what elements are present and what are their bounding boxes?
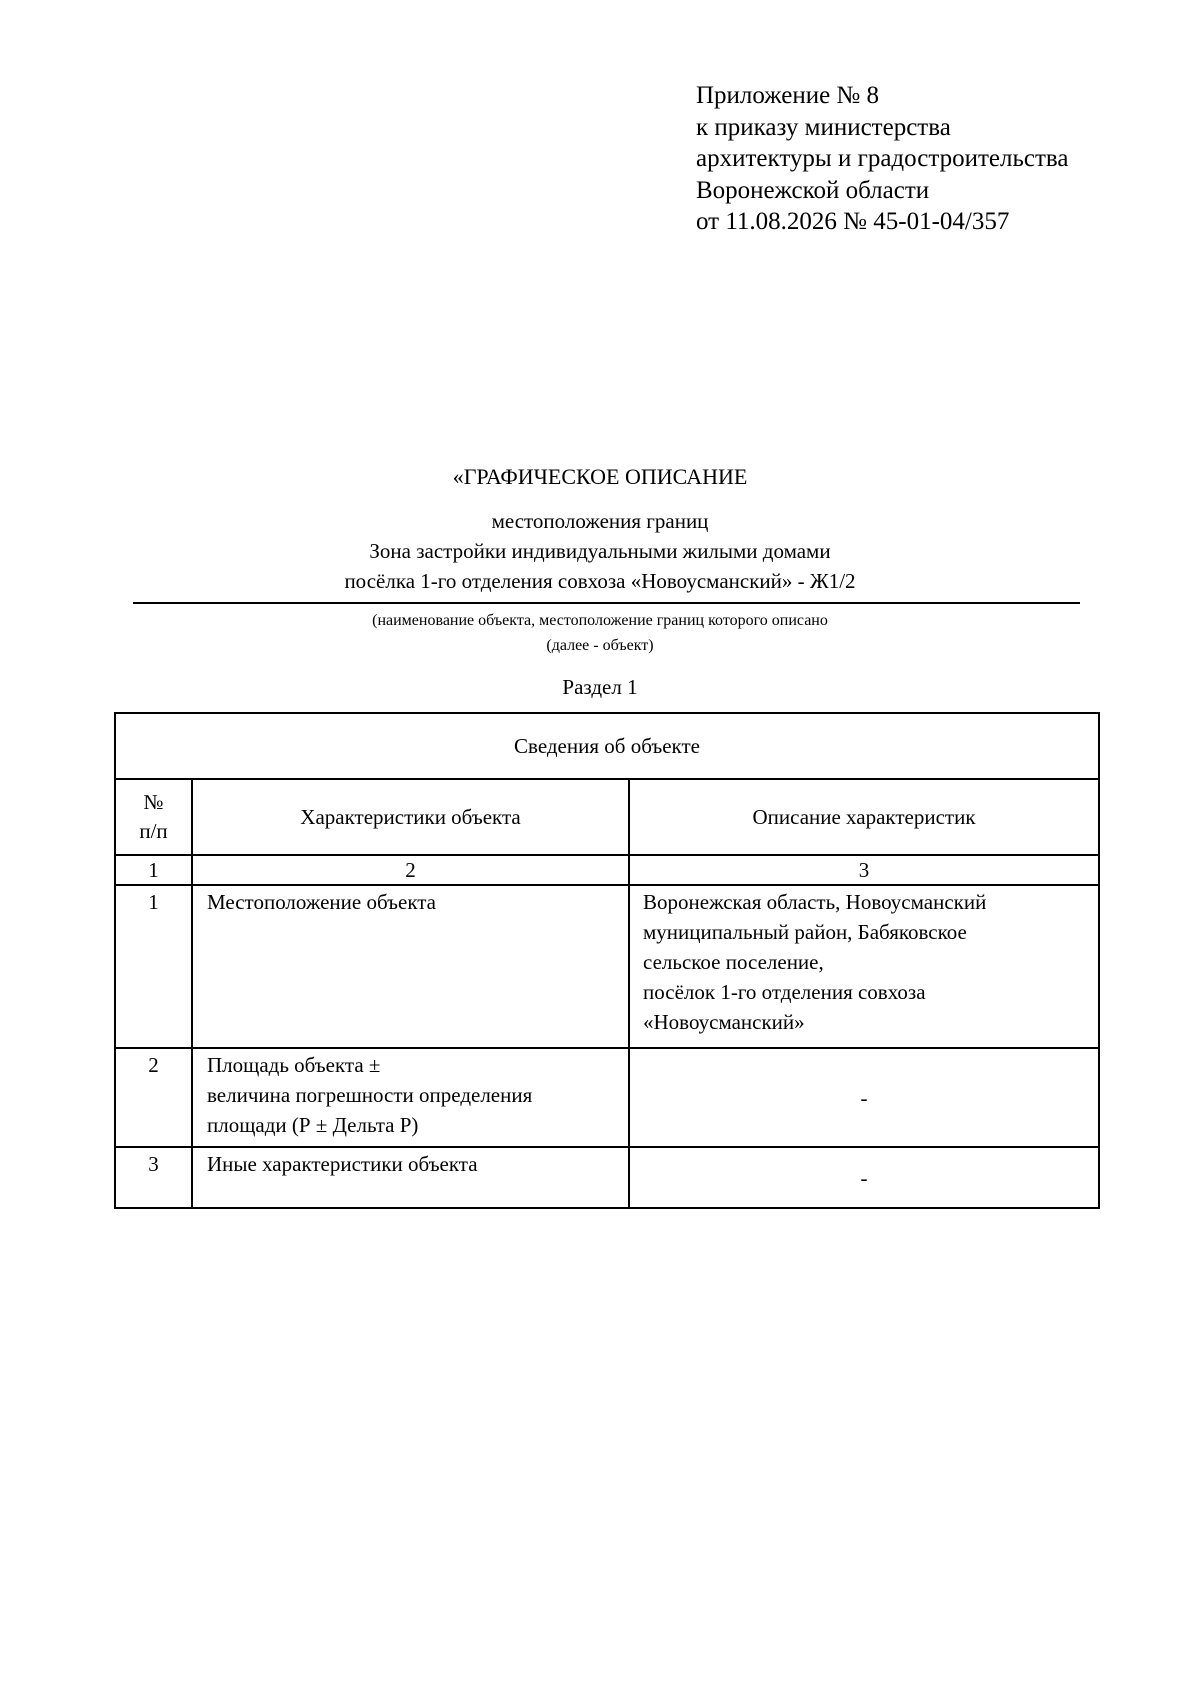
characteristic-line: величина погрешности определения: [207, 1083, 533, 1107]
column-index: 1: [115, 855, 192, 885]
appendix-line: от 11.08.2026 № 45-01-04/357: [696, 208, 1010, 235]
description-line: сельское поселение,: [643, 950, 824, 974]
object-info-table: [114, 712, 1100, 1209]
caption-line: (наименование объекта, местоположение границ которого описано: [372, 612, 828, 629]
header-description: Описание характеристик: [629, 779, 1099, 855]
header-number-line: п/п: [139, 819, 168, 843]
row-characteristic: [192, 1048, 629, 1147]
column-index: 3: [629, 855, 1099, 885]
row-number: 1: [115, 885, 192, 1048]
column-index-row: [115, 855, 1099, 885]
table-caption-row: [115, 713, 1099, 779]
characteristic-line: площади (Р ± Дельта Р): [207, 1113, 419, 1137]
subtitle-line: посёлка 1-го отделения совхоза «Новоусманский» - Ж1/2: [344, 569, 856, 593]
row-description: [629, 885, 1099, 1048]
header-number-line: №: [143, 790, 164, 814]
appendix-header: [696, 80, 1068, 238]
header-characteristics: Характеристики объекта: [192, 779, 629, 855]
table-row: [115, 1048, 1099, 1147]
appendix-line: Воронежской области: [696, 176, 930, 204]
column-index: 2: [192, 855, 629, 885]
appendix-line: архитектуры и градостроительства: [696, 145, 1069, 172]
subtitle-line: местоположения границ: [491, 509, 709, 533]
row-description: -: [629, 1048, 1099, 1147]
table-caption: Сведения об объекте: [115, 713, 1099, 779]
section-label: Раздел 1: [562, 675, 638, 699]
description-line: Воронежская область, Новоусманский: [643, 890, 987, 914]
title-underline: [133, 602, 1080, 604]
subtitle-line: Зона застройки индивидуальными жилыми домами: [369, 539, 831, 563]
appendix-line: к приказу министерства: [696, 113, 951, 141]
characteristic-line: Местоположение объекта: [207, 890, 437, 914]
appendix-line: Приложение № 8: [696, 82, 880, 109]
document-title: «ГРАФИЧЕСКОЕ ОПИСАНИЕ: [452, 464, 748, 489]
row-number: 3: [115, 1147, 192, 1208]
characteristic-line: Иные характеристики объекта: [207, 1152, 478, 1176]
row-characteristic: [192, 1147, 629, 1208]
description-line: «Новоусманский»: [643, 1010, 805, 1034]
object-title-block: [0, 506, 1200, 596]
table-row: [115, 885, 1099, 1048]
table-row: [115, 1147, 1099, 1208]
row-characteristic: [192, 885, 629, 1048]
row-number: 2: [115, 1048, 192, 1147]
caption-line: (далее - объект): [546, 637, 654, 654]
header-number: [115, 779, 192, 855]
description-line: муниципальный район, Бабяковское: [643, 920, 967, 944]
object-name-caption: [0, 608, 1200, 658]
characteristic-line: Площадь объекта ±: [207, 1053, 381, 1077]
row-description: -: [629, 1147, 1099, 1208]
table-header-row: [115, 779, 1099, 855]
description-line: посёлок 1-го отделения совхоза: [643, 980, 926, 1004]
